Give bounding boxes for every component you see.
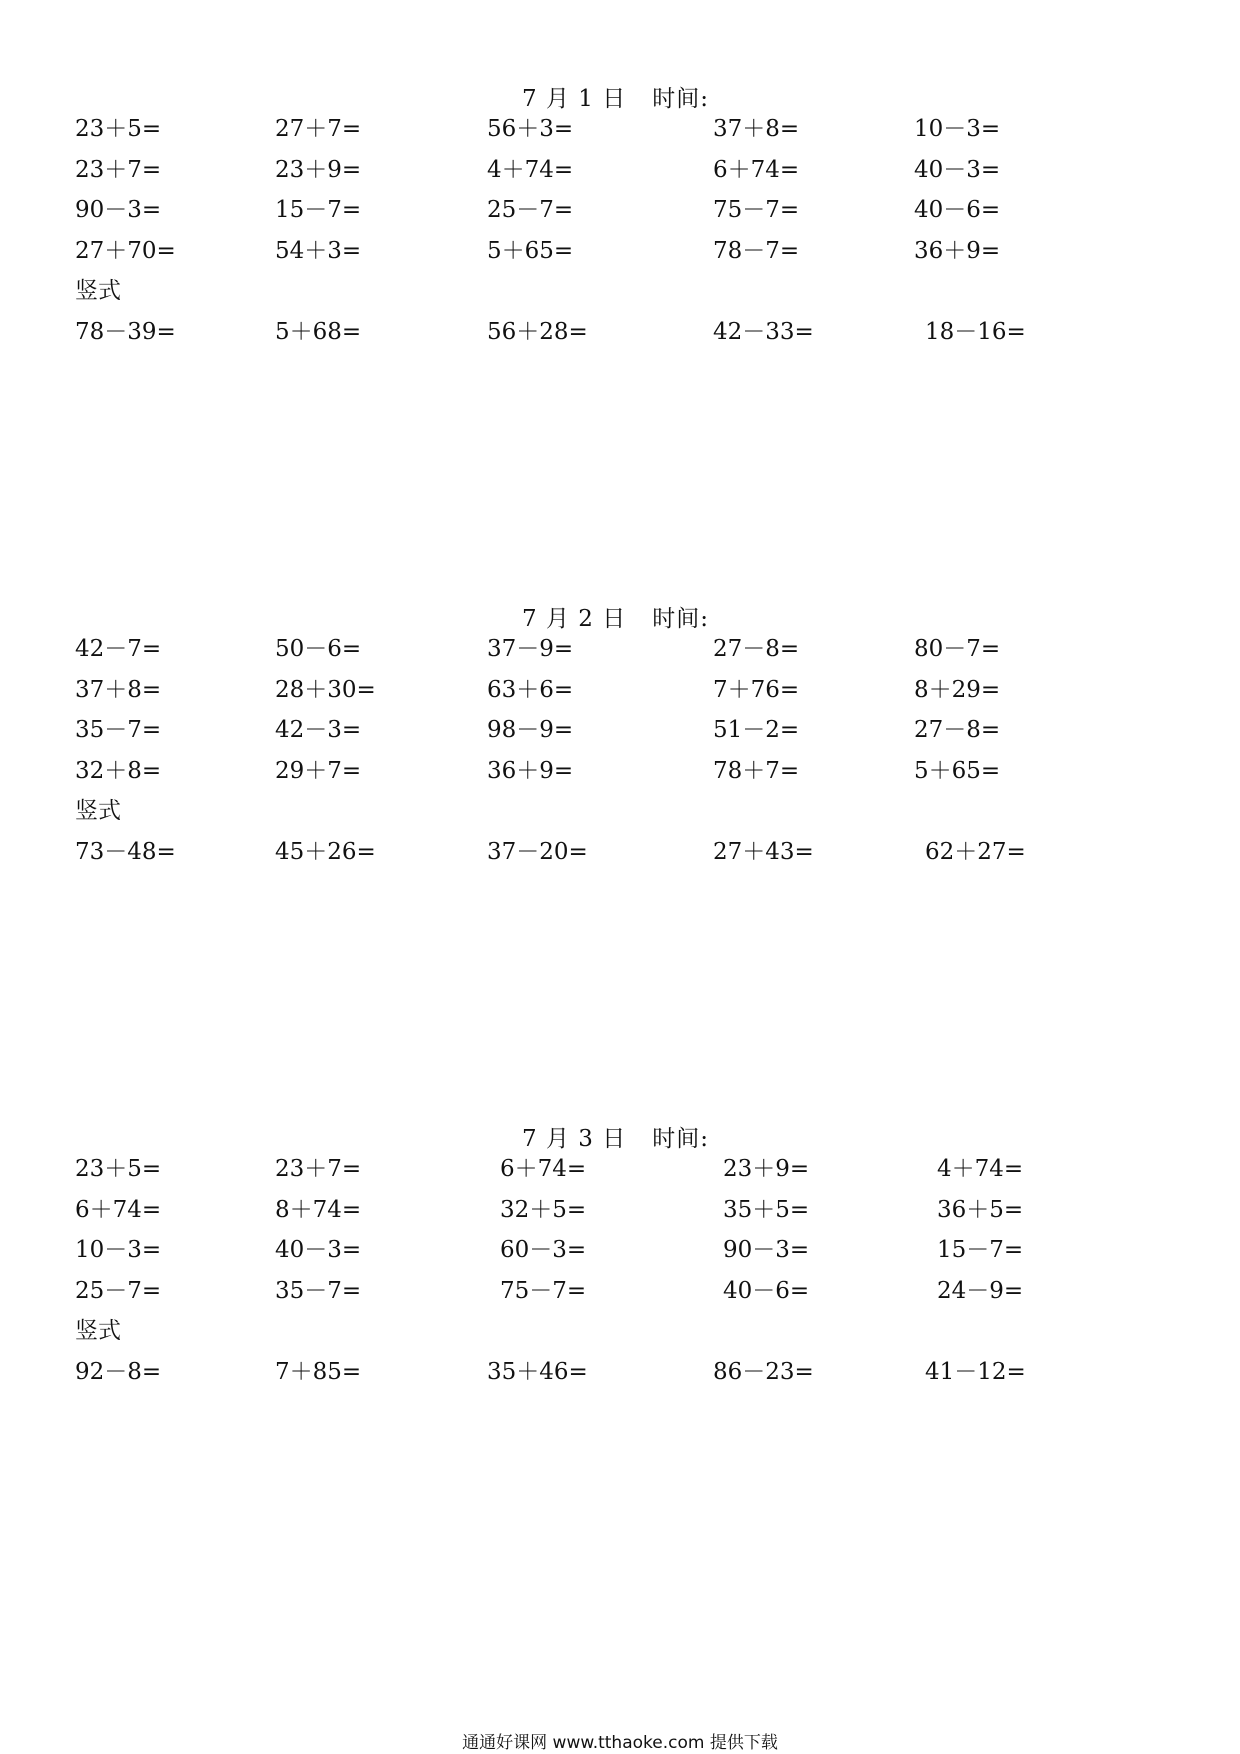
arithmetic-problem: 5＋65= <box>914 757 1001 784</box>
arithmetic-problem: 6＋74= <box>500 1156 587 1182</box>
problem-row <box>0 155 1240 189</box>
vertical-problem: 35＋46= <box>487 1358 588 1385</box>
vertical-calc-label: 竖式 <box>75 1318 121 1344</box>
arithmetic-problem: 37＋8= <box>713 116 800 142</box>
problem-row <box>0 236 1240 270</box>
vertical-problem: 37－20= <box>487 838 588 865</box>
vertical-problem: 27＋43= <box>713 838 814 865</box>
arithmetic-problem: 15－7= <box>937 1237 1024 1263</box>
arithmetic-problem: 42－7= <box>75 636 162 662</box>
arithmetic-problem: 54＋3= <box>275 237 362 264</box>
date-label: 7 月 3 日 <box>522 1126 627 1152</box>
vertical-problem: 42－33= <box>713 318 814 345</box>
arithmetic-problem: 29＋7= <box>275 757 362 784</box>
arithmetic-problem: 27－8= <box>713 636 800 662</box>
arithmetic-problem: 7＋76= <box>713 676 800 703</box>
arithmetic-problem: 25－7= <box>75 1277 162 1304</box>
arithmetic-problem: 23＋7= <box>75 156 162 183</box>
problem-row <box>0 114 1240 148</box>
arithmetic-problem: 27＋7= <box>275 116 362 142</box>
arithmetic-problem: 90－3= <box>75 197 162 223</box>
vertical-problem: 5＋68= <box>275 318 362 345</box>
arithmetic-problem: 56＋3= <box>487 116 574 142</box>
arithmetic-problem: 40－3= <box>275 1237 362 1263</box>
arithmetic-problem: 80－7= <box>914 636 1001 662</box>
vertical-problem: 78－39= <box>75 318 176 345</box>
section-heading <box>522 1120 709 1153</box>
arithmetic-problem: 75－7= <box>500 1277 587 1304</box>
arithmetic-problem: 32＋5= <box>500 1196 587 1223</box>
arithmetic-problem: 35－7= <box>275 1277 362 1304</box>
arithmetic-problem: 23＋9= <box>275 156 362 183</box>
arithmetic-problem: 6＋74= <box>75 1196 162 1223</box>
vertical-calc-label: 竖式 <box>75 798 121 824</box>
arithmetic-problem: 23＋9= <box>723 1156 810 1182</box>
arithmetic-problem: 25－7= <box>487 197 574 223</box>
arithmetic-problem: 24－9= <box>937 1277 1024 1304</box>
time-label: 时间: <box>652 1126 709 1152</box>
arithmetic-problem: 28＋30= <box>275 676 376 703</box>
arithmetic-problem: 23＋5= <box>75 1156 162 1182</box>
arithmetic-problem: 98－9= <box>487 717 574 743</box>
arithmetic-problem: 10－3= <box>914 116 1001 142</box>
arithmetic-problem: 36＋9= <box>487 757 574 784</box>
problem-row <box>0 756 1240 790</box>
arithmetic-problem: 4＋74= <box>937 1156 1024 1182</box>
problem-row <box>0 1195 1240 1229</box>
arithmetic-problem: 27－8= <box>914 717 1001 743</box>
arithmetic-problem: 78＋7= <box>713 757 800 784</box>
vertical-problem: 73－48= <box>75 838 176 865</box>
vertical-problem-row <box>0 837 1240 871</box>
problem-row <box>0 1154 1240 1188</box>
arithmetic-problem: 78－7= <box>713 237 800 264</box>
vertical-calc-label: 竖式 <box>75 278 121 304</box>
section-heading <box>522 600 709 633</box>
arithmetic-problem: 8＋74= <box>275 1196 362 1223</box>
arithmetic-problem: 8＋29= <box>914 676 1001 703</box>
time-label: 时间: <box>652 86 709 112</box>
section-heading <box>522 80 709 113</box>
arithmetic-problem: 40－3= <box>914 156 1001 183</box>
vertical-problem: 7＋85= <box>275 1358 362 1385</box>
arithmetic-problem: 37－9= <box>487 636 574 662</box>
arithmetic-problem: 15－7= <box>275 197 362 223</box>
arithmetic-problem: 4＋74= <box>487 156 574 183</box>
arithmetic-problem: 40－6= <box>914 197 1001 223</box>
arithmetic-problem: 42－3= <box>275 717 362 743</box>
problem-row <box>0 195 1240 229</box>
arithmetic-problem: 27＋70= <box>75 237 176 264</box>
vertical-problem: 62＋27= <box>925 838 1026 865</box>
arithmetic-problem: 35－7= <box>75 717 162 743</box>
arithmetic-problem: 23＋5= <box>75 116 162 142</box>
arithmetic-problem: 50－6= <box>275 636 362 662</box>
vertical-problem: 41－12= <box>925 1358 1026 1385</box>
vertical-problem: 86－23= <box>713 1358 814 1385</box>
vertical-problem: 18－16= <box>925 318 1026 345</box>
date-label: 7 月 2 日 <box>522 606 627 632</box>
arithmetic-problem: 90－3= <box>723 1237 810 1263</box>
time-label: 时间: <box>652 606 709 632</box>
problem-row <box>0 634 1240 668</box>
problem-row <box>0 1235 1240 1269</box>
date-label: 7 月 1 日 <box>522 86 627 112</box>
arithmetic-problem: 10－3= <box>75 1237 162 1263</box>
arithmetic-problem: 23＋7= <box>275 1156 362 1182</box>
arithmetic-problem: 6＋74= <box>713 156 800 183</box>
page-footer: 通通好课网 www.tthaoke.com 提供下载 <box>462 1733 778 1753</box>
arithmetic-problem: 60－3= <box>500 1237 587 1263</box>
arithmetic-problem: 36＋5= <box>937 1196 1024 1223</box>
arithmetic-problem: 35＋5= <box>723 1196 810 1223</box>
arithmetic-problem: 5＋65= <box>487 237 574 264</box>
arithmetic-problem: 32＋8= <box>75 757 162 784</box>
arithmetic-problem: 75－7= <box>713 197 800 223</box>
arithmetic-problem: 37＋8= <box>75 676 162 703</box>
arithmetic-problem: 40－6= <box>723 1277 810 1304</box>
vertical-problem-row <box>0 1357 1240 1391</box>
arithmetic-problem: 63＋6= <box>487 676 574 703</box>
problem-row <box>0 675 1240 709</box>
vertical-problem-row <box>0 317 1240 351</box>
problem-row <box>0 715 1240 749</box>
arithmetic-problem: 36＋9= <box>914 237 1001 264</box>
problem-row <box>0 1276 1240 1310</box>
vertical-problem: 92－8= <box>75 1358 162 1385</box>
vertical-problem: 56＋28= <box>487 318 588 345</box>
arithmetic-problem: 51－2= <box>713 717 800 743</box>
vertical-problem: 45＋26= <box>275 838 376 865</box>
